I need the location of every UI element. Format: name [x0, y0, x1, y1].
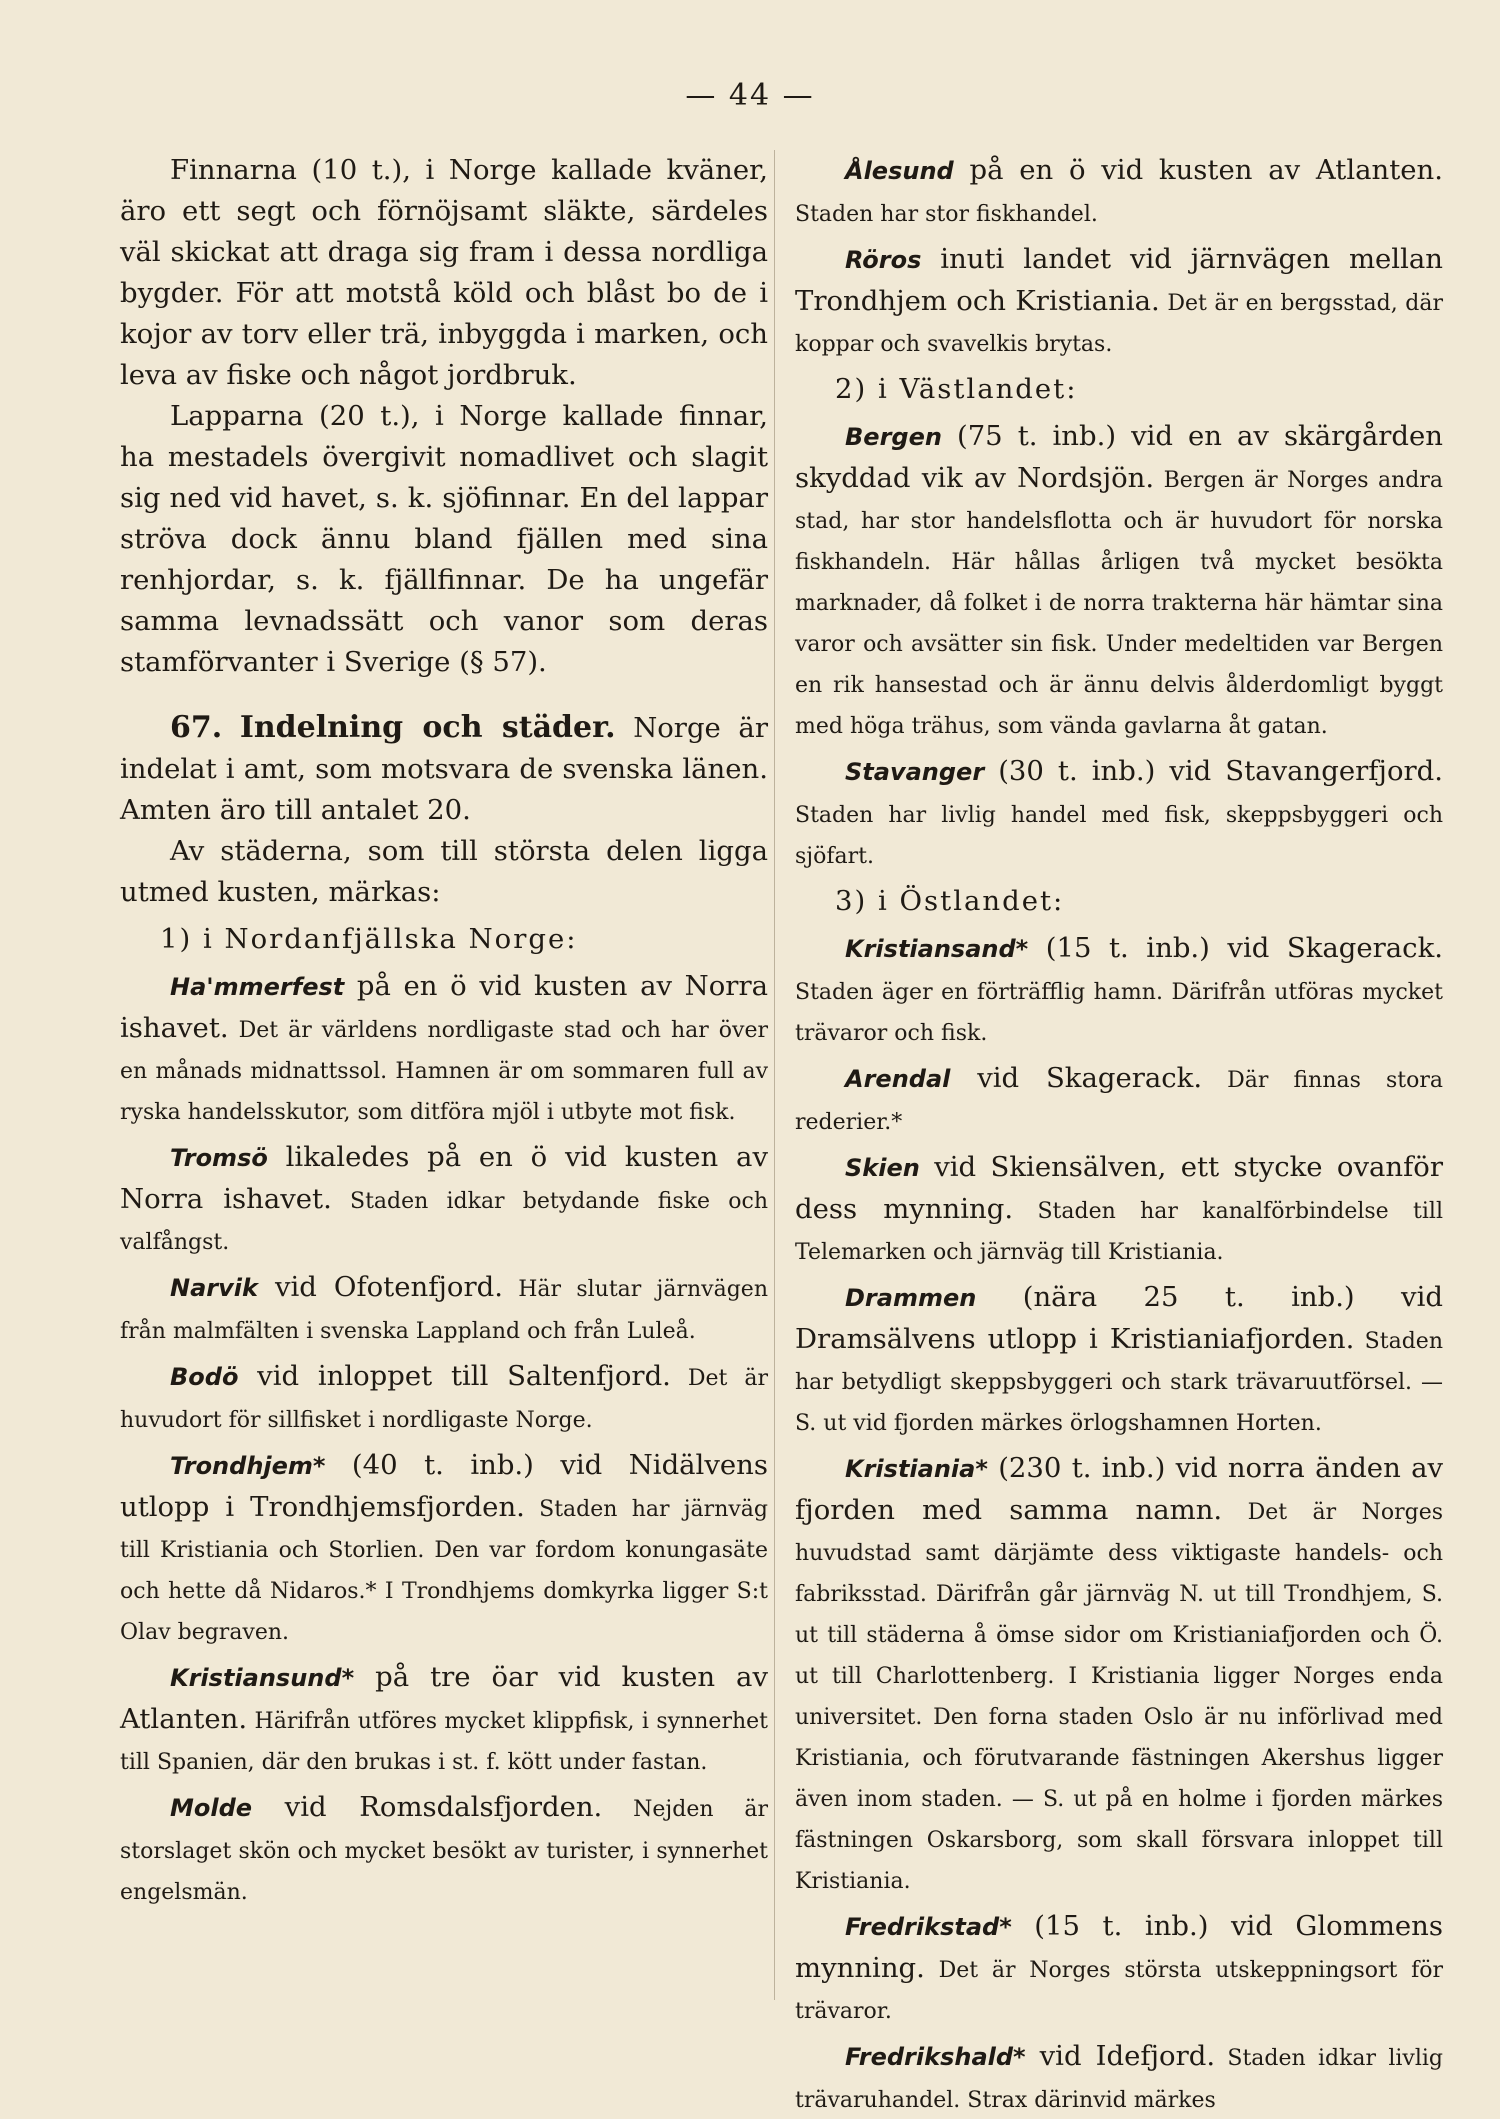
city-name: Skien — [845, 1154, 920, 1182]
city-main: vid Ofotenfjord. — [257, 1271, 503, 1303]
city-entry — [795, 1058, 1443, 1141]
city-main: på tre öar vid kusten av Atlanten. — [120, 1661, 768, 1735]
city-note: Det är världens nordligaste stad och har över en månads midnattssol. Hamnen är om sommaren full av ryska handelsskutor, som ditföra mjöl i utbyte mot fisk. — [120, 1018, 768, 1125]
city-note: Staden har livlig handel med fisk, skeppsbyggeri och sjöfart. — [795, 803, 1443, 869]
city-name: Narvik — [170, 1274, 258, 1302]
paragraph-finnarna: Finnarna (10 t.), i Norge kallade kväner, äro ett segt och förnöjsamt släkte, särdeles väl skickat att draga sig fram i dessa nordliga bygder. För att motstå köld och blåst bo de i kojor av torv eller trä, inbyggda i marken, och leva av fiske och något jordbruk. — [120, 154, 768, 391]
region-heading-nordanfjallska: 1) i Nordanfjällska Norge: — [160, 923, 578, 955]
city-name: Tromsö — [170, 1144, 268, 1172]
city-entry — [795, 416, 1443, 745]
city-entry — [795, 1906, 1443, 2030]
city-main: (40 t. inb.) vid Nidälvens utlopp i Trondhjemsfjorden. — [120, 1449, 768, 1523]
city-note: Nejden är storslaget skön och mycket besökt av turister, i synnerhet engelsmän. — [120, 1797, 768, 1905]
city-entry — [120, 1787, 768, 1911]
city-note: Bergen är Norges andra stad, har stor handelsflotta och är huvudort för norska fiskhandeln. Här hållas årligen två mycket besökta marknader, då folket i de norra trakterna här hämtar sina varor och avsätter sin fisk. Under medeltiden var Bergen en rik hansestad och är ännu delvis ålderdomligt byggt med höga trähus, som vända gavlarna åt gatan. — [795, 468, 1443, 739]
city-entry — [120, 1445, 768, 1651]
city-note: Staden äger en förträfflig hamn. Därifrån utföras mycket trävaror och fisk. — [795, 980, 1443, 1046]
city-entry — [120, 1356, 768, 1439]
city-name: Stavanger — [845, 758, 985, 786]
city-note: Där finnas stora rederier.* — [795, 1068, 1443, 1135]
city-note: Staden har järnväg till Kristiania och Storlien. Den var fordom konungasäte och hette då Nidaros.* I Trondhjems domkyrka ligger S:t Olav begraven. — [120, 1497, 768, 1645]
section-67 — [120, 707, 768, 831]
city-main: på en ö vid kusten av Norra ishavet. — [120, 970, 768, 1044]
city-main: vid Idefjord. — [1025, 2040, 1216, 2072]
city-entry — [795, 1277, 1443, 1442]
city-name: Kristiansund* — [170, 1664, 355, 1692]
section-number: 67. — [170, 710, 223, 745]
city-note: Det är Norges största utskeppningsort för trävaror. — [795, 1958, 1443, 2024]
city-name: Drammen — [845, 1284, 977, 1312]
city-main: vid Skiensälven, ett stycke ovanför dess mynning. — [795, 1151, 1443, 1225]
city-entry — [120, 1657, 768, 1781]
city-main: (230 t. inb.) vid norra änden av fjorden med samma namn. — [795, 1452, 1443, 1526]
city-note: Staden har betydligt skeppsbyggeri och stark trävaruutförsel. — S. ut vid fjorden märkes örlogshamnen Horten. — [795, 1329, 1443, 1436]
city-entry — [795, 150, 1443, 233]
city-main: på en ö vid kusten av Atlanten. — [953, 154, 1443, 186]
city-entry — [795, 1448, 1443, 1900]
city-entry — [120, 966, 768, 1131]
city-main: (15 t. inb.) vid Skagerack. — [1028, 932, 1443, 964]
city-entry — [795, 2036, 1443, 2119]
city-main: inuti landet vid järnvägen mellan Trondhjem och Kristiania. — [795, 243, 1443, 317]
city-name: Ålesund — [845, 157, 954, 185]
city-note: Härifrån utföres mycket klippfisk, i synnerhet till Spanien, där den brukas i st. f. kött under fastan. — [120, 1709, 768, 1775]
city-note: Staden har kanalförbindelse till Telemarken och järnväg till Kristiania. — [795, 1199, 1444, 1265]
city-name: Trondhjem* — [170, 1452, 326, 1480]
city-name: Molde — [170, 1794, 253, 1822]
city-name: Arendal — [845, 1065, 951, 1093]
left-column — [120, 150, 768, 1911]
city-entry — [795, 239, 1443, 363]
city-name: Ha'mmerfest — [170, 973, 345, 1001]
city-entry — [795, 928, 1443, 1052]
city-note: Staden idkar betydande fiske och valfångst. — [120, 1189, 768, 1255]
city-name: Röros — [845, 246, 922, 274]
region-heading-ostlandet: 3) i Östlandet: — [835, 885, 1065, 917]
paragraph-staderna: Av städerna, som till största delen ligga utmed kusten, märkas: — [120, 835, 768, 908]
city-main: (30 t. inb.) vid Stavangerfjord. — [984, 755, 1443, 787]
right-column — [795, 150, 1443, 2119]
city-entry — [120, 1267, 768, 1350]
city-main: vid Romsdalsfjorden. — [252, 1791, 603, 1823]
section-intro: Norge är indelat i amt, som motsvara de svenska länen. Amten äro till antalet 20. — [120, 712, 768, 826]
city-main: (15 t. inb.) vid Glommens mynning. — [795, 1910, 1443, 1984]
column-divider — [774, 150, 775, 2000]
city-entry — [795, 1147, 1443, 1271]
city-main: vid inloppet till Saltenfjord. — [238, 1360, 671, 1392]
city-name: Fredrikshald* — [845, 2043, 1026, 2071]
paragraph-lapparna: Lapparna (20 t.), i Norge kallade finnar, ha mestadels övergivit nomadlivet och slagit sig ned vid havet, s. k. sjöfinnar. En del lappar ströva dock ännu bland fjällen med sina renhjordar, s. k. fjällfinnar. De ha ungefär samma levnadssätt och vanor som deras stamförvanter i Sverige (§ 57). — [120, 400, 768, 678]
city-name: Fredrikstad* — [845, 1913, 1012, 1941]
city-name: Bergen — [845, 423, 942, 451]
city-main: vid Skagerack. — [950, 1062, 1203, 1094]
city-main: likaledes på en ö vid kusten av Norra ishavet. — [120, 1141, 768, 1215]
city-name: Bodö — [170, 1363, 239, 1391]
city-name: Kristiania* — [845, 1455, 988, 1483]
city-main: (nära 25 t. inb.) vid Dramsälvens utlopp i Kristianiafjorden. — [795, 1281, 1443, 1355]
left-entries — [120, 966, 768, 1911]
region-heading-vastlandet: 2) i Västlandet: — [835, 373, 1078, 405]
city-main: (75 t. inb.) vid en av skärgården skyddad vik av Nordsjön. — [795, 420, 1443, 494]
city-note: Det är en bergsstad, där koppar och svavelkis brytas. — [795, 291, 1443, 357]
section-title: Indelning och städer. — [239, 710, 616, 745]
city-entry — [795, 751, 1443, 875]
city-note: Staden har stor fiskhandel. — [795, 202, 1098, 227]
city-note: Det är Norges huvudstad samt därjämte dess viktigaste handels- och fabriksstad. Därifrån går järnväg N. ut till Trondhjem, S. ut till städerna å ömse sidor om Kristianiafjorden och Ö. ut till Charlottenberg. I Kristiania ligger Norges enda universitet. Den forna staden Oslo är nu införlivad med Kristiania, och förutvarande fästningen Akershus ligger även inom staden. — S. ut på en holme i fjorden märkes fästningen Oskarsborg, som skall försvara inloppet till Kristiania. — [795, 1500, 1444, 1894]
city-note: Det är huvudort för sillfisket i nordligaste Norge. — [120, 1366, 768, 1433]
city-entry — [120, 1137, 768, 1261]
city-note: Här slutar järnvägen från malmfälten i svenska Lappland och från Luleå. — [120, 1277, 768, 1344]
city-note: Staden idkar livlig trävaruhandel. Strax därinvid märkes — [795, 2046, 1443, 2113]
city-name: Kristiansand* — [845, 935, 1029, 963]
page-number: — 44 — — [685, 78, 815, 113]
